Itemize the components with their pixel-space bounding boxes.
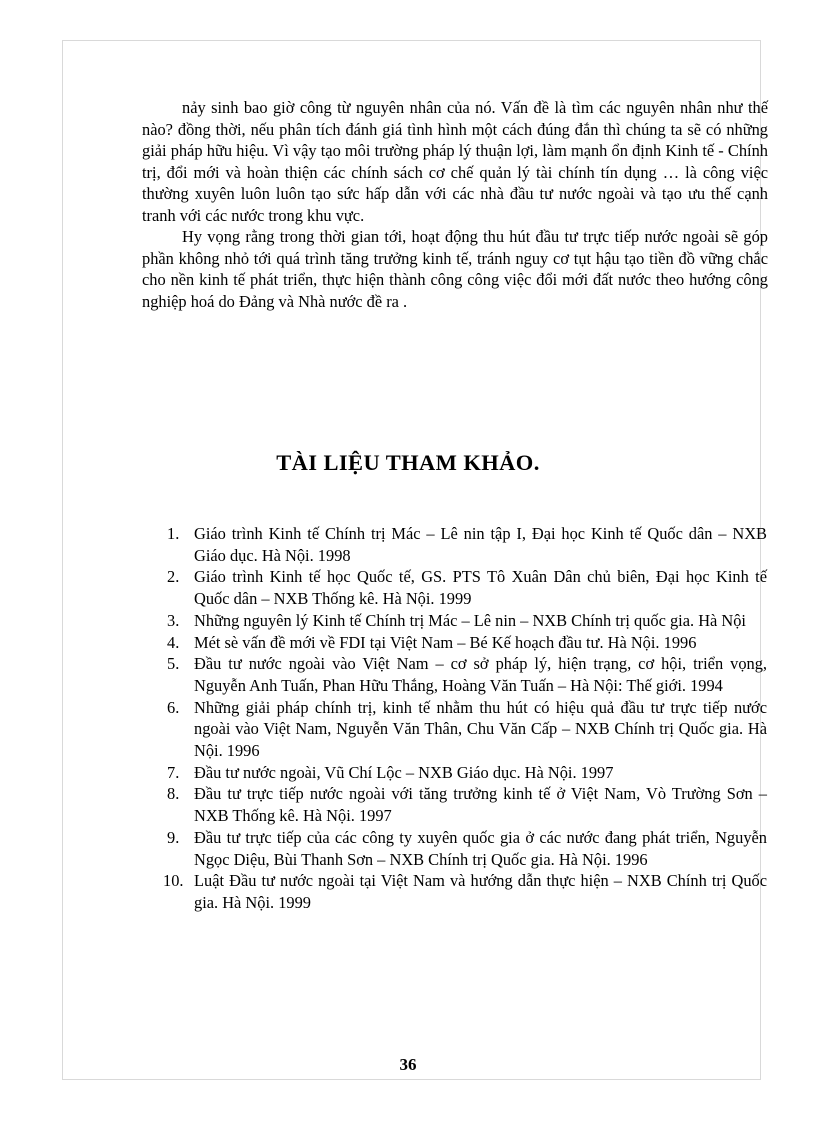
reference-number: 2. xyxy=(167,567,180,587)
reference-number: 9. xyxy=(167,827,180,847)
reference-item xyxy=(167,653,767,696)
reference-text: Giáo trình Kinh tế Chính trị Mác – Lê nin tập I, Đại học Kinh tế Quốc dân – NXB Giáo dục. Hà Nội. 1998 xyxy=(194,524,767,565)
reference-item xyxy=(167,697,767,762)
reference-item xyxy=(167,610,767,632)
reference-item xyxy=(163,870,767,913)
reference-text: Những giải pháp chính trị, kinh tế nhằm thu hút có hiệu quả đầu tư trực tiếp nước ngoài vào Việt Nam, Nguyễn Văn Thân, Chu Văn Cấp – NXB Chính trị Quốc gia. Hà Nội. 1996 xyxy=(194,697,767,761)
reference-item xyxy=(167,523,767,566)
reference-number: 8. xyxy=(167,784,180,804)
reference-item xyxy=(167,762,767,784)
reference-text: Luật Đầu tư nước ngoài tại Việt Nam và hướng dẫn thực hiện – NXB Chính trị Quốc gia. Hà Nội. 1999 xyxy=(194,871,767,912)
reference-text: Đầu tư nước ngoài, Vũ Chí Lộc – NXB Giáo dục. Hà Nội. 1997 xyxy=(194,762,614,782)
reference-text: Những nguyên lý Kinh tế Chính trị Mác – Lê nin – NXB Chính trị quốc gia. Hà Nội xyxy=(194,610,746,630)
conclusion-paragraph-2: Hy vọng rằng trong thời gian tới, hoạt động thu hút đầu tư trực tiếp nước ngoài sẽ góp phần không nhỏ tới quá trình tăng trưởng kinh tế, tránh nguy cơ tụt hậu tạo tiền đồ vững chắc cho nền kinh tế phát triển, thực hiện thành công công việc đổi mới đất nước theo hướng công nghiệp hoá do Đảng và Nhà nước đề ra . xyxy=(142,227,768,311)
references-list xyxy=(163,523,767,914)
reference-number: 1. xyxy=(167,524,180,543)
reference-text: Giáo trình Kinh tế học Quốc tế, GS. PTS Tô Xuân Dân chủ biên, Đại học Kinh tế Quốc dân – NXB Thống kê. Hà Nội. 1999 xyxy=(194,567,767,609)
reference-item xyxy=(167,632,767,654)
reference-text: Đầu tư nước ngoài vào Việt Nam – cơ sở pháp lý, hiện trạng, cơ hội, triển vọng, Nguyễn Anh Tuấn, Phan Hữu Thắng, Hoàng Văn Tuấn – Hà Nội: Thế giới. 1994 xyxy=(194,654,767,695)
reference-text: Mét sè vấn đề mới về FDI tại Việt Nam – Bé Kế hoạch đầu tư. Hà Nội. 1996 xyxy=(194,632,697,652)
reference-number: 5. xyxy=(167,654,180,674)
reference-number: 10. xyxy=(163,871,184,891)
reference-text: Đầu tư trực tiếp nước ngoài với tăng trưởng kinh tế ở Việt Nam, Vò Trường Sơn – NXB Thống kê. Hà Nội. 1997 xyxy=(194,784,767,826)
conclusion-paragraph-1: nảy sinh bao giờ công từ nguyên nhân của nó. Vấn đề là tìm các nguyên nhân như thế nào? đồng thời, nếu phân tích đánh giá tình hình một cách đúng đắn thì chúng ta sẽ có những giải pháp hữu hiệu. Vì vậy tạo môi trường pháp lý thuận lợi, làm mạnh ổn định Kinh tế - Chính trị, đổi mới và hoàn thiện các chính sách cơ chế quản lý tài chính tín dụng … là công việc thường xuyên luôn luôn tạo sức hấp dẫn với các nhà đầu tư nước ngoài và tạo ưu thế cạnh tranh với các nước trong khu vực. xyxy=(142,98,768,225)
references-title: TÀI LIỆU THAM KHẢO. xyxy=(276,450,540,475)
reference-item xyxy=(167,783,767,826)
reference-text: Đầu tư trực tiếp của các công ty xuyên quốc gia ở các nước đang phát triển, Nguyễn Ngọc Diệu, Bùi Thanh Sơn – NXB Chính trị Quốc gia. Hà Nội. 1996 xyxy=(194,827,767,869)
page-number: 36 xyxy=(399,1055,417,1074)
reference-item xyxy=(167,827,767,870)
reference-number: 4. xyxy=(167,632,180,652)
reference-number: 6. xyxy=(167,697,180,717)
reference-item xyxy=(167,566,767,609)
reference-number: 7. xyxy=(167,762,180,782)
reference-number: 3. xyxy=(167,610,180,630)
